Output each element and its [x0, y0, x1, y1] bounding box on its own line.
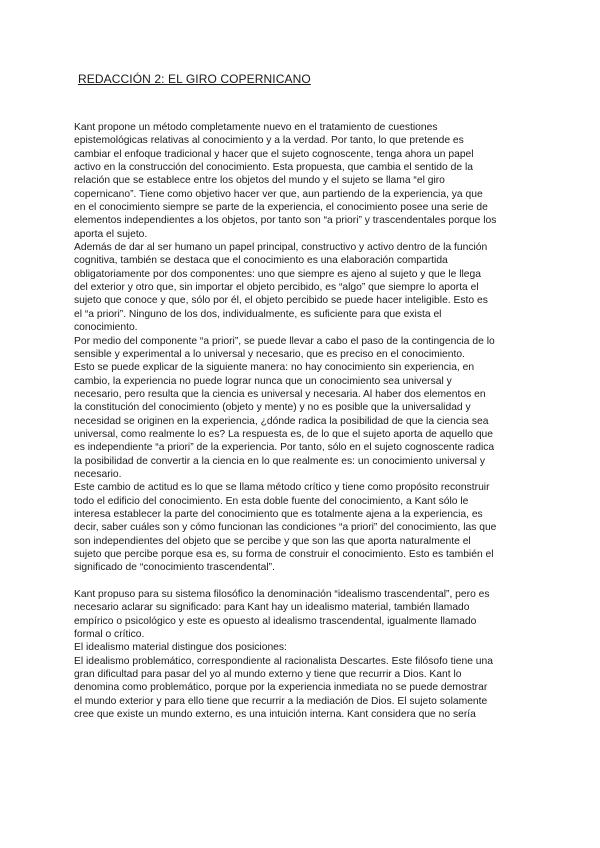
text-line: obligatoriamente por dos componentes: uno que siempre es ajeno al sujeto y que le llega: [74, 268, 481, 280]
text-line: conocimiento.: [74, 322, 138, 334]
paragraph: [74, 588, 534, 641]
paragraph: [74, 641, 534, 654]
text-line: cognitiva, también se destaca que el conocimiento es una elaboración compartida: [74, 255, 448, 267]
paragraph-spacer: [74, 575, 534, 588]
text-line: epistemológicas relativas al conocimiento y a la verdad. Por tanto, lo que pretende es: [74, 135, 464, 147]
text-line: en el conocimiento siempre se parte de la experiencia, el conocimiento posee una serie de: [74, 202, 488, 214]
text-line: necesidad se originen en la experiencia, ¿dónde radica la posibilidad de que la ciencia sea: [74, 415, 489, 427]
document-title: REDACCIÓN 2: EL GIRO COPERNICANO: [78, 72, 311, 86]
text-line: copernicano”. Tiene como objetivo hacer ver que, aun partiendo de la experiencia, ya que: [74, 188, 483, 200]
text-line: sujeto que conoce y que, sólo por él, el objeto percibido se puede hacer inteligible. Esto es: [74, 295, 488, 307]
text-line: Kant propone un método completamente nuevo en el tratamiento de cuestiones: [74, 122, 438, 133]
paragraph: [74, 655, 534, 722]
text-line: elementos independientes a los objetos, por tanto son “a priori” y trascendentales porque los: [74, 215, 497, 227]
text-line: relación que se establece entre los objetos del mundo y el sujeto se llama “el giro: [74, 175, 445, 187]
text-line: el mundo exterior y para ello tiene que recurrir a la mediación de Dios. El sujeto solamente: [74, 695, 488, 707]
text-line: empírico o psicológico y este es opuesto al idealismo trascendental, igualmente llamado: [74, 615, 477, 627]
text-line: todo el edificio del conocimiento. En esta doble fuente del conocimiento, a Kant sólo le: [74, 495, 469, 507]
text-line: cree que existe un mundo externo, es una intuición interna. Kant considera que no sería: [74, 709, 476, 721]
text-line: Este cambio de actitud es lo que se llama método crítico y tiene como propósito reconstruir: [74, 482, 490, 494]
paragraph: [74, 481, 534, 574]
text-line: Kant propuso para su sistema filosófico la denominación “idealismo trascendental”, pero es: [74, 589, 490, 601]
paragraph: [74, 335, 534, 362]
text-line: activo en la construcción del conocimiento. Esta propuesta, que cambia el sentido de la: [74, 162, 473, 174]
text-line: son independientes del objeto que se percibe y que son las que aporta naturalmente el: [74, 535, 471, 547]
text-line: interesa establecer la parte del conocimiento que es totalmente ajena a la experiencia, es: [74, 508, 483, 520]
text-line: sujeto que percibe porque esa es, su forma de construir el conocimiento. Esto es también el: [74, 549, 494, 560]
text-line: necesario.: [74, 468, 122, 480]
text-line: el “a priori”. Ninguno de los dos, individualmente, es suficiente para que exista el: [74, 308, 442, 320]
text-line: decir, saber cuáles son y cómo funcionan las condiciones “a priori” del conocimiento, las que: [74, 522, 497, 534]
text-line: la constitución del conocimiento (objeto y mente) y no es posible que la universalidad y: [74, 402, 471, 414]
text-line: aporta el sujeto.: [74, 228, 148, 240]
text-line: gran dificultad para pasar del yo al mundo externo y tiene que recurrir a Dios. Kant lo: [74, 669, 462, 681]
paragraph: [74, 121, 534, 241]
text-line: necesario aclarar su significado: para Kant hay un idealismo material, también llamado: [74, 602, 470, 614]
paragraph: [74, 361, 534, 481]
text-line: Además de dar al ser humano un papel principal, constructivo y activo dentro de la función: [74, 242, 488, 254]
paragraph: [74, 241, 534, 334]
text-line: cambiar el enfoque tradicional y hacer que el sujeto cognoscente, tenga ahora un papel: [74, 148, 474, 160]
text-line: Esto se puede explicar de la siguiente manera: no hay conocimiento sin experiencia, en: [74, 362, 475, 374]
text-line: Por medio del componente “a priori”, se puede llevar a cabo el paso de la contingencia de lo: [74, 335, 495, 347]
text-line: formal o crítico.: [74, 629, 145, 641]
text-line: sensible y experimental a lo universal y necesario, que es preciso en el conocimiento.: [74, 348, 465, 360]
text-line: es independiente “a priori” de la experiencia. Por tanto, sólo en el sujeto cognoscente radica: [74, 442, 495, 454]
text-line: El idealismo problemático, correspondiente al racionalista Descartes. Este filósofo tiene una: [74, 655, 493, 667]
text-line: la posibilidad de convertir a la ciencia en lo que realmente es: un conocimiento universal y: [74, 455, 485, 467]
text-line: El idealismo material distingue dos posiciones:: [74, 642, 287, 654]
text-line: necesario, pero resulta que la ciencia es universal y necesaria. Al haber dos elementos en: [74, 388, 486, 400]
text-line: denomina como problemático, porque por la experiencia inmediata no se puede demostrar: [74, 682, 488, 694]
text-line: cambio, la experiencia no puede lograr nunca que un conocimiento sea universal y: [74, 375, 452, 387]
document-body: [74, 121, 534, 721]
text-line: significado de “conocimiento trascendental”.: [74, 562, 275, 574]
text-line: universal, como realmente lo es? La respuesta es, de lo que el sujeto aporta de aquello que: [74, 428, 494, 440]
text-line: del exterior y otro que, sin importar el objeto percibido, es “algo” que siempre lo aporta el: [74, 282, 479, 294]
